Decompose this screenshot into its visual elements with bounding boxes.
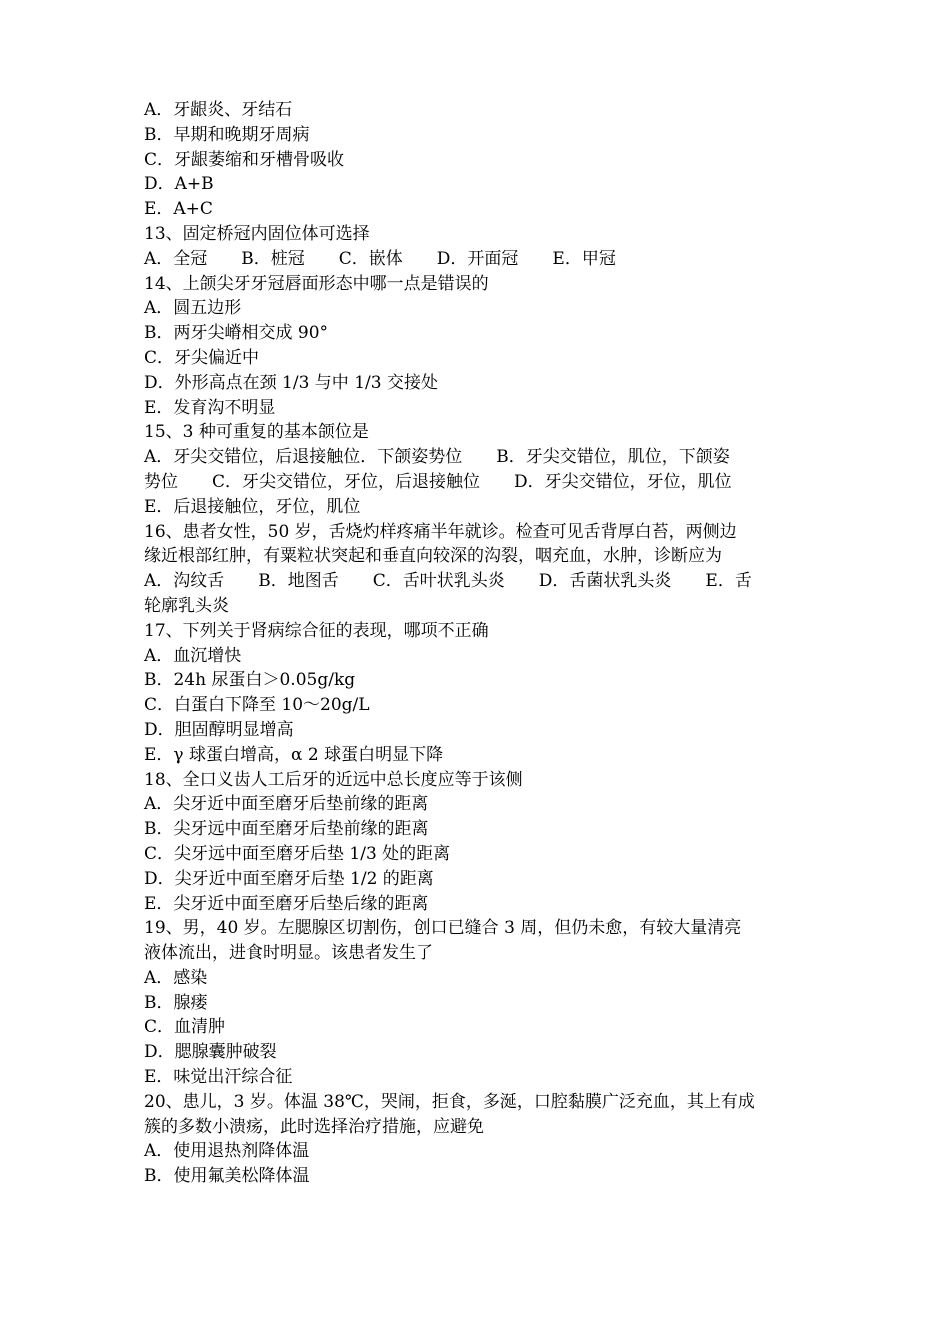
question-title: 18、全口义齿人工后牙的近远中总长度应等于该侧 [144, 769, 523, 790]
text-line: C．尖牙远中面至磨牙后垫 1/3 处的距离 [144, 843, 451, 864]
question-title: 17、下列关于肾病综合征的表现，哪项不正确 [144, 620, 489, 641]
text-line: D．A+B [144, 174, 214, 195]
question-title: 14、上颌尖牙牙冠唇面形态中哪一点是错误的 [144, 273, 489, 294]
text-line: 轮廓乳头炎 [144, 595, 229, 616]
text-line: 缘近根部红肿，有粟粒状突起和垂直向较深的沟裂，咽充血，水肿，诊断应为 [144, 546, 722, 567]
text-line: C．牙尖偏近中 [144, 347, 260, 368]
question-title: 16、患者女性，50 岁，舌烧灼样疼痛半年就诊。检查可见舌背厚白苔，两侧边 [144, 521, 737, 542]
text-line: B．使用氟美松降体温 [144, 1166, 310, 1187]
text-line: C．牙龈萎缩和牙槽骨吸收 [144, 149, 345, 170]
text-line: 液体流出，进食时明显。该患者发生了 [144, 943, 433, 964]
text-line: E．后退接触位，牙位，肌位 [144, 496, 361, 517]
question-title: 20、患儿，3 岁。体温 38℃，哭闹，拒食，多涎，口腔黏膜广泛充血，其上有成 [144, 1091, 755, 1112]
text-line: B．早期和晚期牙周病 [144, 124, 310, 145]
text-line: A．尖牙近中面至磨牙后垫前缘的距离 [144, 794, 429, 815]
text-line: A．牙尖交错位，后退接触位．下颌姿势位 B．牙尖交错位，肌位，下颌姿 [144, 447, 730, 468]
question-title: 13、固定桥冠内固位体可选择 [144, 223, 370, 244]
text-line: D．胆固醇明显增高 [144, 719, 294, 740]
text-line: E．A+C [144, 199, 213, 220]
text-line: B．尖牙远中面至磨牙后垫前缘的距离 [144, 819, 429, 840]
question-title: 19、男，40 岁。左腮腺区切割伤，创口已缝合 3 周，但仍未愈，有较大量清亮 [144, 918, 742, 939]
text-line: C．白蛋白下降至 10～20g/L [144, 695, 370, 716]
text-line: E．发育沟不明显 [144, 397, 276, 418]
text-line: D．腮腺囊肿破裂 [144, 1042, 277, 1063]
text-line: A．牙龈炎、牙结石 [144, 100, 293, 120]
question-title: 15、3 种可重复的基本颌位是 [144, 422, 369, 443]
text-line: E．味觉出汗综合征 [144, 1067, 293, 1088]
question-text [144, 98, 810, 1189]
text-line: A．圆五边形 [144, 298, 242, 319]
text-line: A．血沉增快 [144, 645, 242, 666]
text-line: 势位 C．牙尖交错位，牙位，后退接触位 D．牙尖交错位，牙位，肌位 [144, 471, 732, 492]
text-line: D．外形高点在颈 1/3 与中 1/3 交接处 [144, 372, 438, 393]
text-line: 簇的多数小溃疡，此时选择治疗措施，应避免 [144, 1116, 484, 1137]
text-line: B．腺瘘 [144, 992, 208, 1013]
text-line: A．感染 [144, 967, 208, 988]
text-line: C．血清肿 [144, 1017, 226, 1038]
text-line: D．尖牙近中面至磨牙后垫 1/2 的距离 [144, 868, 434, 889]
text-line: B．两牙尖嵴相交成 90° [144, 323, 329, 344]
text-line: B．24h 尿蛋白＞0.05g/kg [144, 670, 356, 691]
text-line: E．γ 球蛋白增高，α 2 球蛋白明显下降 [144, 744, 444, 765]
text-line: A．沟纹舌 B．地图舌 C．舌叶状乳头炎 D．舌菌状乳头炎 E．舌 [144, 571, 752, 592]
text-line: A．使用退热剂降体温 [144, 1141, 310, 1162]
text-line: E．尖牙近中面至磨牙后垫后缘的距离 [144, 893, 429, 914]
text-line: A．全冠 B．桩冠 C．嵌体 D．开面冠 E．甲冠 [144, 248, 616, 269]
